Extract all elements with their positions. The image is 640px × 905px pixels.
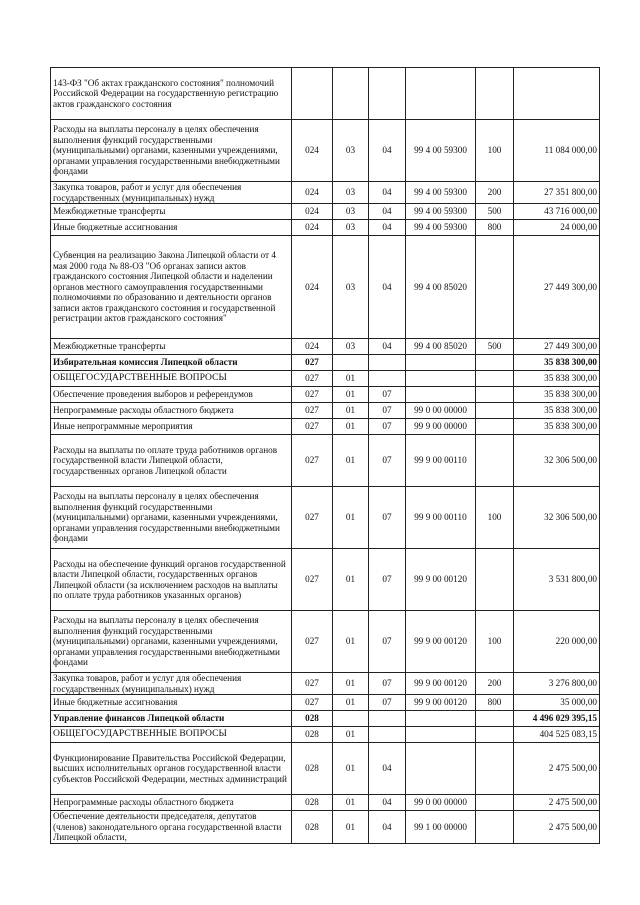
row-amount: 35 838 300,00 [514,387,600,403]
row-section-code: 01 [333,403,369,419]
row-target-article: 99 9 00 00110 [406,435,476,487]
row-section-code [333,68,369,120]
row-admin-code: 024 [292,120,333,182]
row-subsection-code [369,711,406,727]
row-section-code: 01 [333,371,369,387]
row-expense-type [476,236,514,339]
row-amount: 27 449 300,00 [514,236,600,339]
row-section-code: 01 [333,795,369,811]
row-subsection-code: 04 [369,339,406,355]
row-admin-code: 028 [292,811,333,844]
row-target-article [406,355,476,371]
row-admin-code: 027 [292,487,333,549]
row-amount [514,68,600,120]
row-admin-code: 027 [292,549,333,611]
row-name: Обеспечение проведения выборов и референдумов [51,387,292,403]
table-row [51,743,600,795]
row-section-code: 01 [333,673,369,695]
row-name: Расходы на выплаты персоналу в целях обеспечения выполнения функций государственными (муниципальными) органами, казенными учреждениями, органами управления государственными внебюджетными фондами [51,120,292,182]
budget-table [50,67,600,844]
row-subsection-code: 04 [369,120,406,182]
row-subsection-code: 07 [369,419,406,435]
table-row [51,695,600,711]
row-amount: 27 449 300,00 [514,339,600,355]
row-expense-type: 200 [476,182,514,204]
row-expense-type [476,727,514,743]
table-row [51,673,600,695]
row-expense-type [476,419,514,435]
row-target-article: 99 0 00 00000 [406,403,476,419]
row-expense-type: 200 [476,673,514,695]
row-admin-code: 028 [292,711,333,727]
row-expense-type: 100 [476,487,514,549]
row-target-article [406,387,476,403]
row-expense-type: 500 [476,204,514,220]
row-expense-type [476,387,514,403]
row-section-code: 01 [333,743,369,795]
row-name: 143-ФЗ "Об актах гражданского состояния" полномочий Российской Федерации на государственную регистрацию актов гражданского состояния [51,68,292,120]
row-admin-code: 027 [292,695,333,711]
row-expense-type [476,711,514,727]
row-target-article: 99 9 00 00120 [406,611,476,673]
row-expense-type [476,355,514,371]
row-admin-code: 024 [292,182,333,204]
row-subsection-code: 04 [369,182,406,204]
table-row [51,795,600,811]
row-amount: 27 351 800,00 [514,182,600,204]
row-target-article [406,68,476,120]
row-subsection-code: 07 [369,695,406,711]
table-row [51,611,600,673]
row-amount: 11 084 000,00 [514,120,600,182]
row-section-code [333,355,369,371]
row-expense-type: 100 [476,120,514,182]
row-amount: 35 838 300,00 [514,419,600,435]
row-subsection-code: 07 [369,435,406,487]
row-name: Иные непрограммные мероприятия [51,419,292,435]
row-amount: 2 475 500,00 [514,795,600,811]
row-admin-code: 027 [292,419,333,435]
row-subsection-code [369,727,406,743]
table-row [51,236,600,339]
table-row [51,549,600,611]
table-row [51,220,600,236]
row-admin-code: 024 [292,236,333,339]
table-row [51,811,600,844]
table-row [51,204,600,220]
table-row [51,419,600,435]
row-name: Расходы на выплаты по оплате труда работников органов государственной власти Липецкой области, государственных органов Липецкой области [51,435,292,487]
row-name: ОБЩЕГОСУДАРСТВЕННЫЕ ВОПРОСЫ [51,727,292,743]
row-admin-code: 027 [292,387,333,403]
row-subsection-code: 04 [369,236,406,339]
table-row [51,727,600,743]
row-section-code: 03 [333,182,369,204]
row-target-article: 99 4 00 59300 [406,120,476,182]
row-target-article: 99 1 00 00000 [406,811,476,844]
row-amount: 3 276 800,00 [514,673,600,695]
row-expense-type: 100 [476,611,514,673]
row-expense-type: 500 [476,339,514,355]
row-admin-code: 024 [292,220,333,236]
row-section-code: 01 [333,549,369,611]
row-section-code: 01 [333,487,369,549]
row-target-article: 99 9 00 00120 [406,695,476,711]
row-amount: 32 306 500,00 [514,487,600,549]
row-target-article: 99 9 00 00110 [406,487,476,549]
row-admin-code: 028 [292,743,333,795]
row-target-article: 99 4 00 59300 [406,220,476,236]
row-name: ОБЩЕГОСУДАРСТВЕННЫЕ ВОПРОСЫ [51,371,292,387]
row-subsection-code [369,371,406,387]
table-row [51,403,600,419]
row-subsection-code: 07 [369,487,406,549]
table-row [51,371,600,387]
row-subsection-code: 07 [369,387,406,403]
row-subsection-code: 04 [369,743,406,795]
row-expense-type [476,743,514,795]
row-name: Закупка товаров, работ и услуг для обеспечения государственных (муниципальных) нужд [51,182,292,204]
row-expense-type: 800 [476,695,514,711]
row-amount: 32 306 500,00 [514,435,600,487]
row-amount: 43 716 000,00 [514,204,600,220]
row-subsection-code: 04 [369,811,406,844]
row-name: Непрограммные расходы областного бюджета [51,795,292,811]
table-row [51,68,600,120]
row-section-code: 03 [333,204,369,220]
row-expense-type [476,549,514,611]
row-section-code: 01 [333,811,369,844]
row-expense-type [476,795,514,811]
row-section-code: 01 [333,727,369,743]
row-amount: 35 838 300,00 [514,355,600,371]
row-admin-code: 027 [292,673,333,695]
row-target-article: 99 4 00 85020 [406,236,476,339]
row-admin-code: 024 [292,339,333,355]
row-admin-code: 027 [292,435,333,487]
row-target-article: 99 4 00 59300 [406,182,476,204]
row-target-article: 99 9 00 00120 [406,673,476,695]
row-name: Функционирование Правительства Российской Федерации, высших исполнительных органов государственной власти субъектов Российской Федерации, местных администраций [51,743,292,795]
row-subsection-code [369,68,406,120]
row-name: Управление финансов Липецкой области [51,711,292,727]
row-name: Обеспечение деятельности председателя, депутатов (членов) законодательного органа государственной власти Липецкой области, [51,811,292,844]
row-subsection-code: 07 [369,403,406,419]
row-amount: 35 838 300,00 [514,371,600,387]
row-admin-code: 027 [292,403,333,419]
row-subsection-code: 07 [369,549,406,611]
row-target-article: 99 9 00 00000 [406,419,476,435]
row-target-article: 99 4 00 85020 [406,339,476,355]
table-row [51,435,600,487]
row-amount: 35 000,00 [514,695,600,711]
row-admin-code [292,68,333,120]
row-target-article: 99 0 00 00000 [406,795,476,811]
row-section-code: 01 [333,435,369,487]
row-amount: 4 496 029 395,15 [514,711,600,727]
row-amount: 2 475 500,00 [514,811,600,844]
row-name: Избирательная комиссия Липецкой области [51,355,292,371]
row-admin-code: 028 [292,727,333,743]
table-row [51,120,600,182]
row-section-code [333,711,369,727]
row-section-code: 03 [333,220,369,236]
row-section-code: 03 [333,339,369,355]
row-admin-code: 027 [292,355,333,371]
table-row [51,182,600,204]
row-name: Субвенция на реализацию Закона Липецкой области от 4 мая 2000 года № 88-ОЗ "Об органах записи актов гражданского состояния Липецкой области и наделении органов местного самоуправления государственными полномочиями по образованию и деятельности органов записи актов гражданского состояния и государственной регистрации актов гражданского состояния" [51,236,292,339]
row-section-code: 01 [333,387,369,403]
row-section-code: 01 [333,419,369,435]
row-amount: 24 000,00 [514,220,600,236]
row-subsection-code: 04 [369,220,406,236]
row-target-article [406,743,476,795]
row-target-article: 99 4 00 59300 [406,204,476,220]
row-amount: 2 475 500,00 [514,743,600,795]
row-name: Непрограммные расходы областного бюджета [51,403,292,419]
row-target-article [406,371,476,387]
row-expense-type [476,68,514,120]
row-section-code: 01 [333,611,369,673]
row-subsection-code: 04 [369,204,406,220]
row-name: Расходы на обеспечение функций органов государственной власти Липецкой области, государственных органов Липецкой области (за исключением расходов на выплаты по оплате труда работников указанных органов) [51,549,292,611]
row-amount: 404 525 083,15 [514,727,600,743]
row-amount: 35 838 300,00 [514,403,600,419]
row-subsection-code: 07 [369,611,406,673]
table-row [51,487,600,549]
row-section-code: 03 [333,236,369,339]
row-section-code: 03 [333,120,369,182]
row-expense-type [476,371,514,387]
row-name: Межбюджетные трансферты [51,204,292,220]
row-expense-type: 800 [476,220,514,236]
table-body [51,68,600,844]
row-admin-code: 028 [292,795,333,811]
budget-table-page [50,67,600,844]
row-name: Иные бюджетные ассигнования [51,695,292,711]
row-admin-code: 027 [292,371,333,387]
row-name: Расходы на выплаты персоналу в целях обеспечения выполнения функций государственными (муниципальными) органами, казенными учреждениями, органами управления государственными внебюджетными фондами [51,611,292,673]
row-section-code: 01 [333,695,369,711]
row-name: Межбюджетные трансферты [51,339,292,355]
row-target-article: 99 9 00 00120 [406,549,476,611]
row-subsection-code: 07 [369,673,406,695]
table-row [51,339,600,355]
row-amount: 3 531 800,00 [514,549,600,611]
row-name: Расходы на выплаты персоналу в целях обеспечения выполнения функций государственными (муниципальными) органами, казенными учреждениями, органами управления государственными внебюджетными фондами [51,487,292,549]
row-name: Иные бюджетные ассигнования [51,220,292,236]
row-expense-type [476,435,514,487]
table-row [51,711,600,727]
row-admin-code: 027 [292,611,333,673]
row-subsection-code: 04 [369,795,406,811]
row-amount: 220 000,00 [514,611,600,673]
row-subsection-code [369,355,406,371]
row-expense-type [476,811,514,844]
row-admin-code: 024 [292,204,333,220]
row-expense-type [476,403,514,419]
row-target-article [406,711,476,727]
table-row [51,387,600,403]
row-name: Закупка товаров, работ и услуг для обеспечения государственных (муниципальных) нужд [51,673,292,695]
table-row [51,355,600,371]
row-target-article [406,727,476,743]
